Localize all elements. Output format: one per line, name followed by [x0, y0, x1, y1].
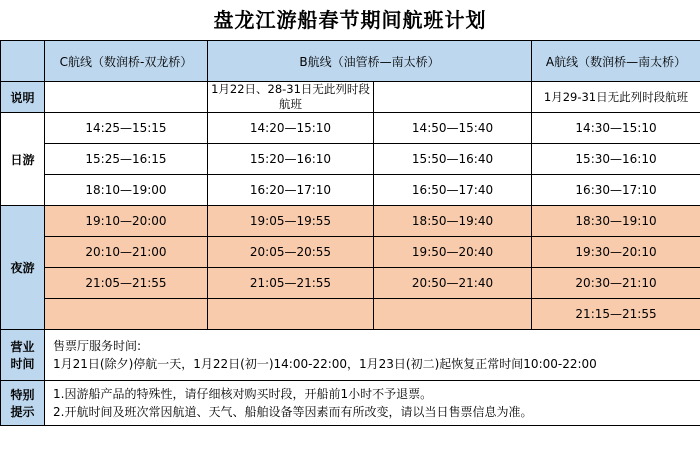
time-cell: 19:10—20:00: [45, 206, 208, 237]
special-notice-row: [1, 381, 700, 426]
special-text-line-1: 1.因游船产品的特殊性，请仔细核对购买时段，开船前1小时不予退票。: [53, 387, 433, 401]
table-row: [1, 268, 700, 299]
time-cell: 19:30—20:10: [532, 237, 700, 268]
night-label: 夜游: [1, 206, 45, 330]
table-row: [1, 113, 700, 144]
business-label: [1, 330, 45, 381]
time-cell: 18:30—19:10: [532, 206, 700, 237]
business-label-line-2: 时间: [10, 357, 35, 371]
time-cell: 20:10—21:00: [45, 237, 208, 268]
time-cell: 16:30—17:10: [532, 175, 700, 206]
table-row: [1, 299, 700, 330]
schedule-table: [0, 40, 700, 426]
time-cell: [374, 299, 532, 330]
time-cell: [45, 299, 208, 330]
header-c-line: C航线（数润桥-双龙桥）: [45, 41, 208, 82]
time-cell: 14:50—15:40: [374, 113, 532, 144]
time-cell: 15:25—16:15: [45, 144, 208, 175]
note-c-cell: [45, 82, 208, 113]
time-cell: 15:50—16:40: [374, 144, 532, 175]
business-text-line-1: 售票厅服务时间:: [53, 339, 142, 353]
time-cell: [208, 299, 374, 330]
header-b-line: B航线（油管桥—南太桥）: [208, 41, 532, 82]
time-cell: 16:50—17:40: [374, 175, 532, 206]
table-row: [1, 237, 700, 268]
table-row: [1, 144, 700, 175]
special-label-line-1: 特别: [10, 388, 35, 402]
table-row: [1, 175, 700, 206]
time-cell: 20:50—21:40: [374, 268, 532, 299]
time-cell: 18:10—19:00: [45, 175, 208, 206]
special-text-line-2: 2.开航时间及班次常因航道、天气、船舶设备等因素而有所改变，请以当日售票信息为准。: [53, 405, 533, 419]
time-cell: 21:05—21:55: [208, 268, 374, 299]
table-row: [1, 206, 700, 237]
header-row: [1, 41, 700, 82]
special-label: [1, 381, 45, 426]
business-text: [45, 330, 700, 381]
time-cell: 16:20—17:10: [208, 175, 374, 206]
note-b2-cell: [374, 82, 532, 113]
time-cell: 18:50—19:40: [374, 206, 532, 237]
time-cell: 19:05—19:55: [208, 206, 374, 237]
header-a-line: A航线（数润桥—南太桥）: [532, 41, 700, 82]
time-cell: 14:20—15:10: [208, 113, 374, 144]
time-cell: 20:30—21:10: [532, 268, 700, 299]
time-cell: 15:30—16:10: [532, 144, 700, 175]
header-corner-cell: [1, 41, 45, 82]
time-cell: 21:05—21:55: [45, 268, 208, 299]
special-text: [45, 381, 700, 426]
time-cell: 20:05—20:55: [208, 237, 374, 268]
day-label: 日游: [1, 113, 45, 206]
business-text-line-2: 1月21日(除夕)停航一天，1月22日(初一)14:00-22:00，1月23日(初二)起恢复正常时间10:00-22:00: [53, 357, 597, 371]
business-label-line-1: 营业: [10, 340, 35, 354]
special-label-line-2: 提示: [10, 405, 35, 419]
time-cell: 21:15—21:55: [532, 299, 700, 330]
page-title: 盘龙江游船春节期间航班计划: [213, 8, 487, 32]
note-a-cell: 1月29-31日无此列时段航班: [532, 82, 700, 113]
time-cell: 14:30—15:10: [532, 113, 700, 144]
time-cell: 19:50—20:40: [374, 237, 532, 268]
note-label: 说明: [1, 82, 45, 113]
time-cell: 14:25—15:15: [45, 113, 208, 144]
business-hours-row: [1, 330, 700, 381]
note-row: [1, 82, 700, 113]
time-cell: 15:20—16:10: [208, 144, 374, 175]
note-b-cell: 1月22日、28-31日无此列时段航班: [208, 82, 374, 113]
